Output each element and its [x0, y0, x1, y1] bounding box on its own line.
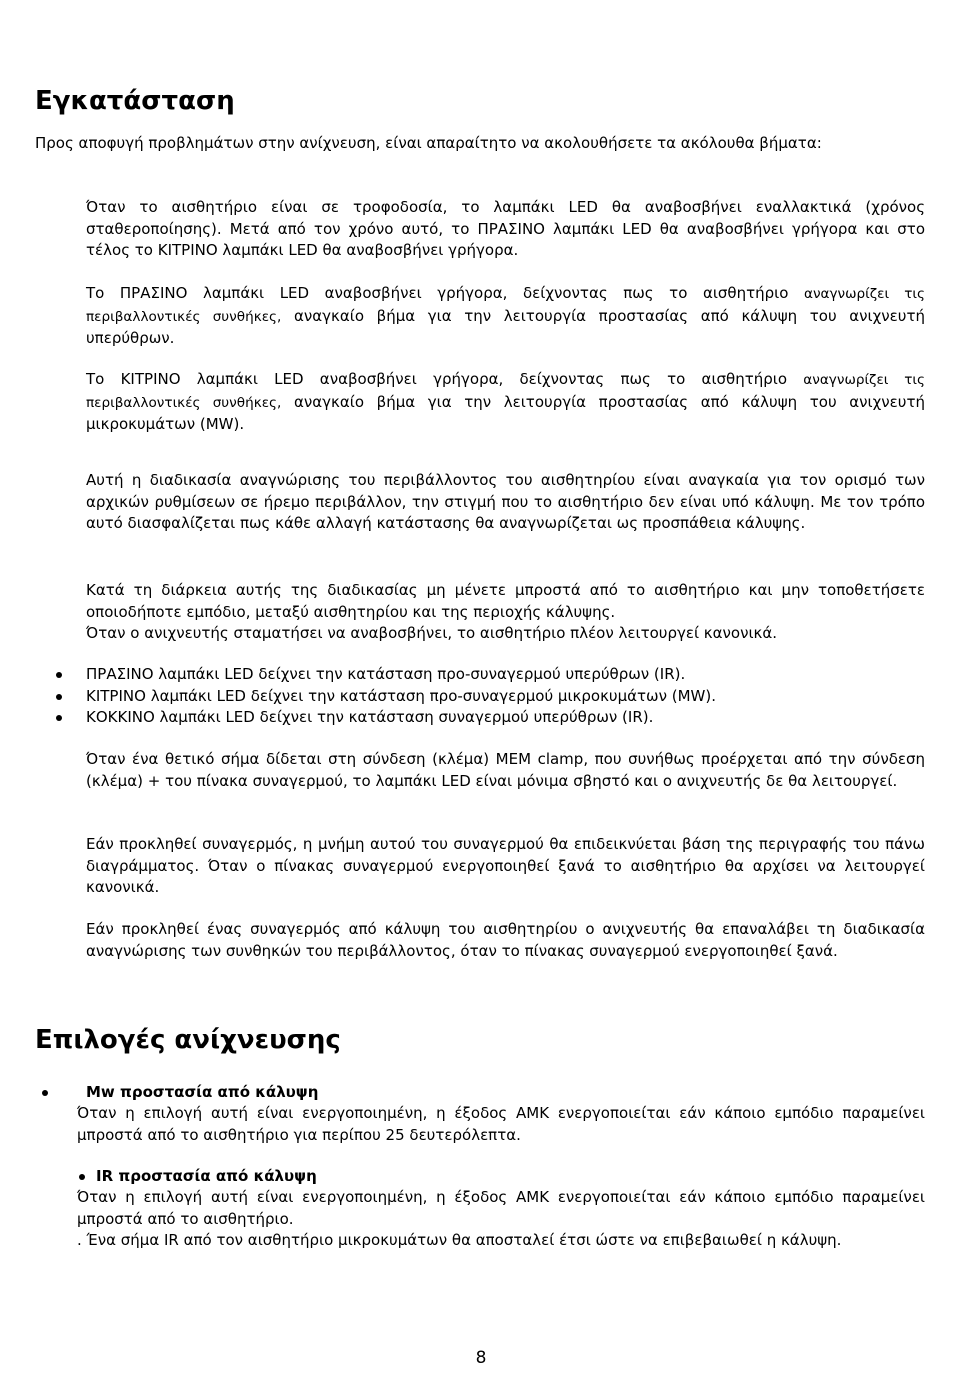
paragraph-led-stabilization: Όταν το αισθητήριο είναι σε τροφοδοσία, το λαμπάκι LED θα αναβοσβήνει εναλλακτικά (χρόνος σταθεροποίησης). Μετά από τον χρόνο αυτό, το ΠΡΑΣΙΝΟ λαμπάκι LED θα αναβοσβήνει γρήγορα και στο τέλος το ΚΙΤΡΙΝΟ λαμπάκι LED θα αναβοσβήνει γρήγορα. — [86, 198, 925, 259]
list-item: ΚΟΚΚΙΝΟ λαμπάκι LED δείχνει την κατάσταση συναγερμού υπερύθρων (IR). — [86, 707, 925, 729]
bullet-icon — [42, 1090, 48, 1096]
bullet-icon — [79, 1174, 85, 1180]
option-text-mw: Όταν η επιλογή αυτή είναι ενεργοποιημένη, η έξοδος AMK ενεργοποιείται εάν κάποιο εμπόδιο παραμείνει μπροστά από το αισθητήριο για περίπου 25 δευτερόλεπτα. — [77, 1104, 925, 1144]
section-heading-installation: Εγκατάσταση — [35, 86, 235, 116]
paragraph-yellow-led — [86, 369, 925, 436]
option-title-mw: Mw προστασία από κάλυψη — [86, 1083, 319, 1101]
section-heading-detection-options: Επιλογές ανίχνευσης — [35, 1025, 341, 1055]
list-item: ΚΙΤΡΙΝΟ λαμπάκι LED δείχνει την κατάσταση προ-συναγερμού μικροκυμάτων (MW). — [86, 686, 925, 708]
list-item: ΠΡΑΣΙΝΟ λαμπάκι LED δείχνει την κατάσταση προ-συναγερμού υπερύθρων (IR). — [86, 664, 925, 686]
paragraph-do-not-stand: Κατά τη διάρκεια αυτής της διαδικασίας μη μένετε μπροστά από το αισθητήριο και μην τοποθετήσετε οποιοδήποτε εμπόδιο, μεταξύ αισθητηρίου και της περιοχής κάλυψης. — [86, 581, 925, 621]
page-number: 8 — [475, 1348, 487, 1368]
option-title-ir: IR προστασία από κάλυψη — [96, 1167, 317, 1185]
bullet-icon — [56, 715, 62, 721]
list-item — [96, 1166, 925, 1188]
option-text-ir-2: . Ένα σήμα IR από τον αισθητήριο μικροκυμάτων θα αποσταλεί έτσι ώστε να επιβεβαιωθεί η κάλυψη. — [77, 1231, 842, 1249]
paragraph-recognition: Αυτή η διαδικασία αναγνώρισης του περιβάλλοντος του αισθητηρίου είναι αναγκαία για τον ορισμό των αρχικών ρυθμίσεων σε ήρεμο περιβάλλον, την στιγμή που το αισθητήριο δεν είναι υπό κάλυψη. Με τον τρόπο αυτό διασφαλίζεται πως κάθε αλλαγή κατάστασης θα αναγνωρίζεται ως προσπάθεια κάλυψης. — [86, 471, 925, 532]
paragraph-mem-clamp: Όταν ένα θετικό σήμα δίδεται στη σύνδεση (κλέμα) MEM clamp, που συνήθως προέρχεται από την σύνδεση (κλέμα) + του πίνακα συναγερμού, το λαμπάκι LED είναι μόνιμα σβηστό και ο ανιχνευτής δε θα λειτουργεί. — [86, 750, 925, 790]
paragraph-yellow-led-rest: περιβαλλοντικές συνθήκες, αναγκαίο βήμα για την λειτουργία προστασίας από κάλυψη του ανιχνευτή μικροκυμάτων (MW). — [86, 392, 925, 433]
paragraph-green-led-line1: Το ΠΡΑΣΙΝΟ λαμπάκι LED αναβοσβήνει γρήγορα, δείχνοντας πως το αισθητήριο αναγνωρίζει τις — [86, 284, 925, 302]
option-text-ir: Όταν η επιλογή αυτή είναι ενεργοποιημένη, η έξοδος AMK ενεργοποιείται εάν κάποιο εμπόδιο παραμείνει μπροστά από το αισθητήριο. — [77, 1188, 925, 1228]
paragraph-normal-operation: Όταν ο ανιχνευτής σταματήσει να αναβοσβήνει, το αισθητήριο πλέον λειτουργεί κανονικά. — [86, 624, 778, 642]
paragraph-alarm-memory: Εάν προκληθεί συναγερμός, η μνήμη αυτού του συναγερμού θα επιδεικνύεται βάση της περιγραφής του πάνω διαγράμματος. Όταν ο πίνακας συναγερμού ενεργοποιηθεί ξανά το αισθητήριο θα αρχίσει να λειτουργεί κανονικά. — [86, 835, 925, 896]
paragraph-cover-alarm: Εάν προκληθεί ένας συναγερμός από κάλυψη του αισθητηρίου ο ανιχνευτής θα επαναλάβει τη διαδικασία αναγνώρισης των συνθηκών του περιβάλλοντος, όταν το πίνακας συναγερμού ενεργοποιηθεί ξανά. — [86, 920, 925, 960]
list-item — [86, 1082, 925, 1104]
paragraph-yellow-led-line1: Το ΚΙΤΡΙΝΟ λαμπάκι LED αναβοσβήνει γρήγορα, δείχνοντας πως το αισθητήριο αναγνωρίζει τις — [86, 370, 925, 388]
bullet-icon — [56, 694, 62, 700]
intro-paragraph: Προς αποφυγή προβλημάτων στην ανίχνευση, είναι απαραίτητο να ακολουθήσετε τα ακόλουθα βήματα: — [35, 134, 822, 152]
paragraph-green-led-rest: περιβαλλοντικές συνθήκες, αναγκαίο βήμα για την λειτουργία προστασίας από κάλυψη του ανιχνευτή υπερύθρων. — [86, 306, 925, 347]
paragraph-green-led — [86, 283, 925, 350]
bullet-icon — [56, 672, 62, 678]
